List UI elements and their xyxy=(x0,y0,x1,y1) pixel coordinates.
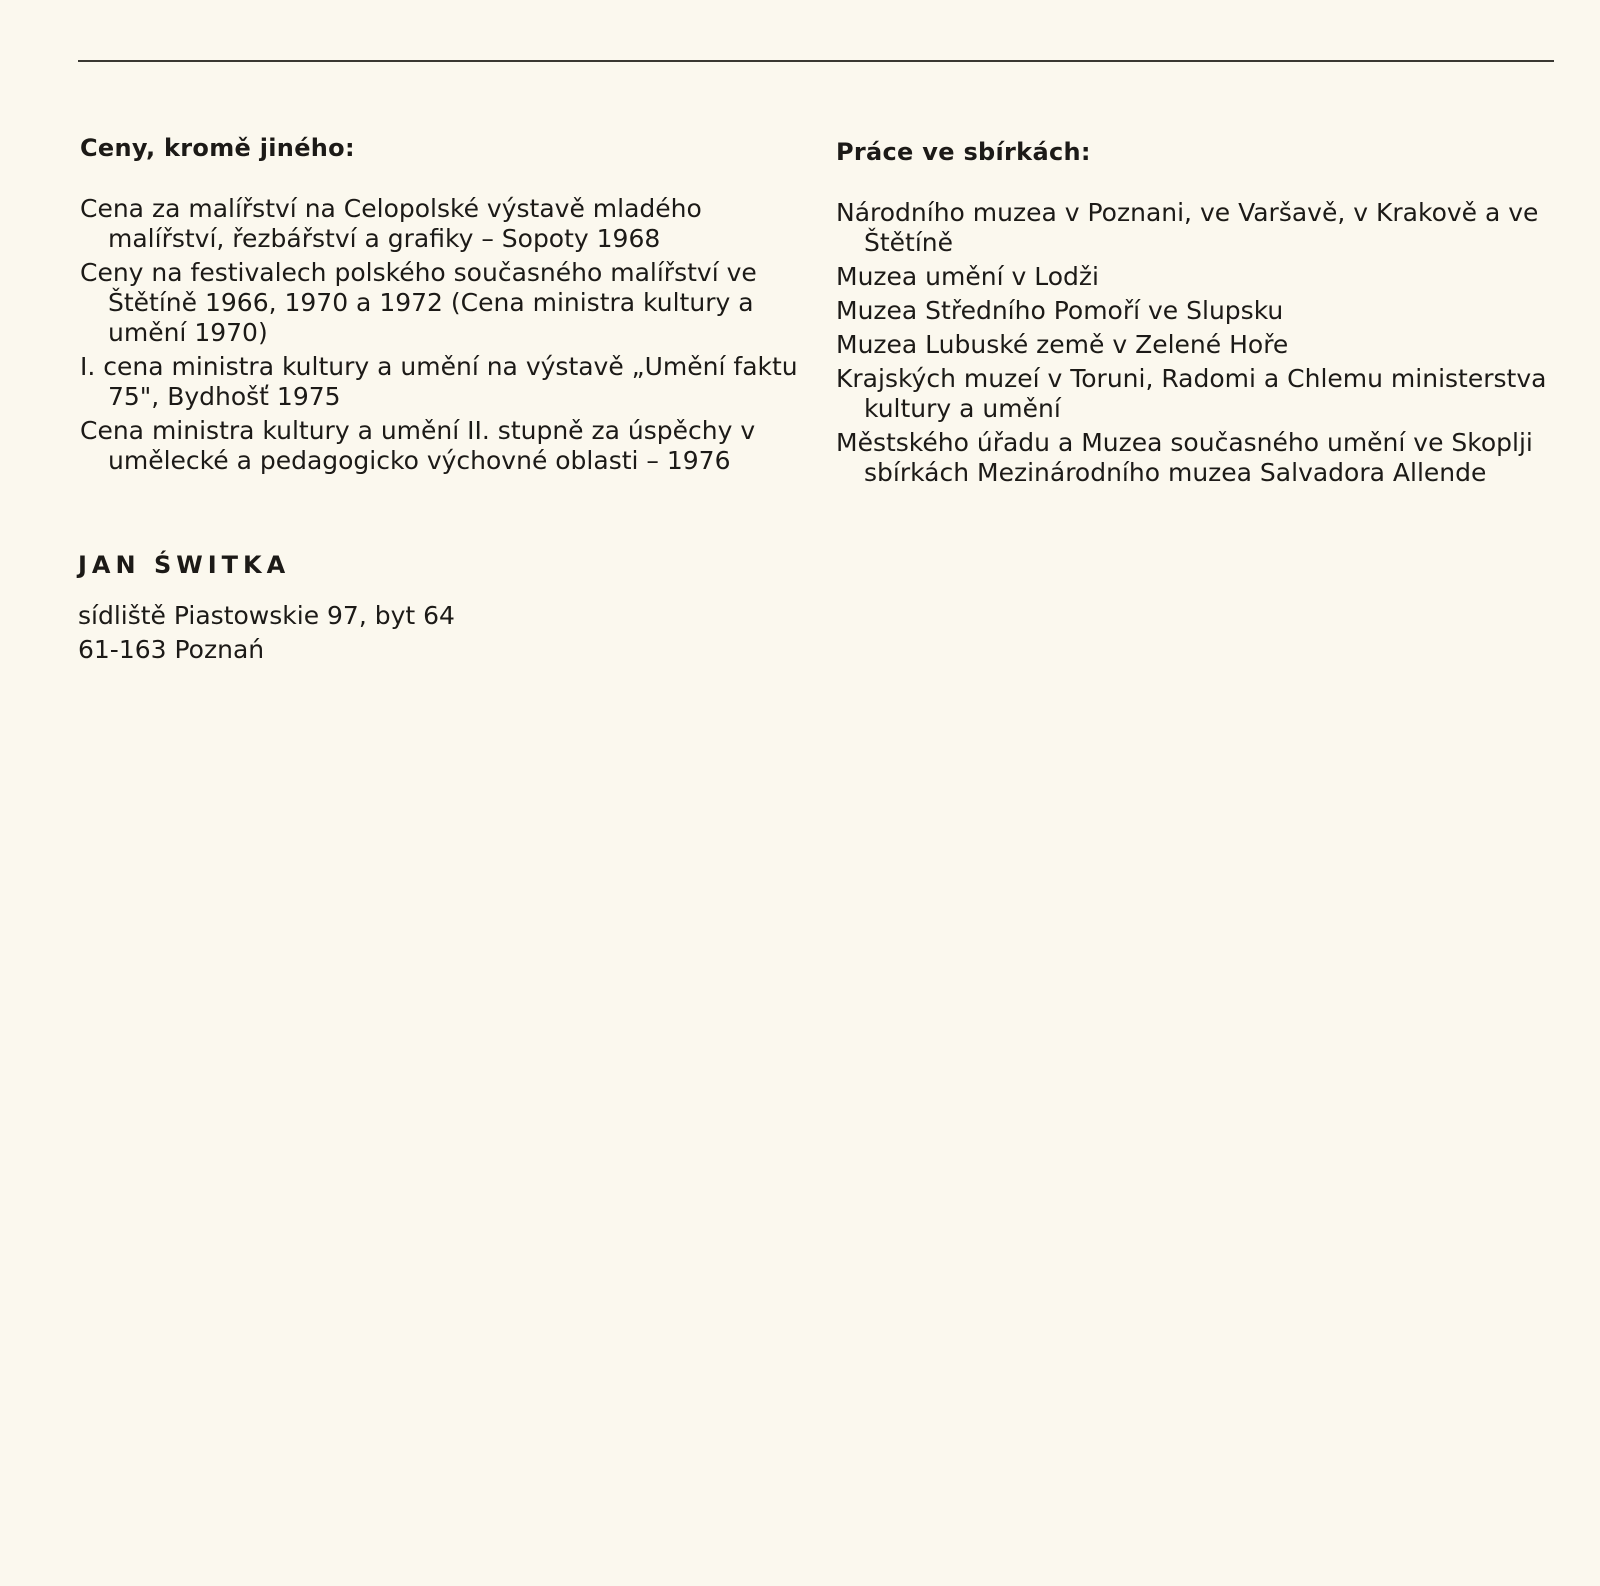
collection-entry: Muzea Středního Pomoří ve Slupsku xyxy=(836,296,1284,325)
awards-section xyxy=(80,134,800,480)
artist-contact xyxy=(78,551,778,667)
award-entry: Cena za malířství na Celopolské výstavě mladého malířství, řezbářství a grafiky – Sopoty 1968 xyxy=(80,194,702,253)
award-entry: I. cena ministra kultury a umění na výstavě „Umění faktu 75", Bydhošť 1975 xyxy=(80,352,798,411)
collection-entry: Krajských muzeí v Toruni, Radomi a Chlemu ministerstva kultury a umění xyxy=(836,364,1547,423)
awards-heading: Ceny, kromě jiného: xyxy=(80,134,355,162)
collection-entry: Muzea umění v Lodži xyxy=(836,262,1099,291)
address-line-1: sídliště Piastowskie 97, byt 64 xyxy=(78,601,455,630)
collections-section xyxy=(836,138,1556,492)
award-entry: Ceny na festivalech polského současného malířství ve Štětíně 1966, 1970 a 1972 (Cena ministra kultury a umění 1970) xyxy=(80,258,757,347)
collection-entry: Národního muzea v Poznani, ve Varšavě, v Krakově a ve Štětíně xyxy=(836,198,1539,257)
awards-list xyxy=(80,194,800,476)
award-entry: Cena ministra kultury a umění II. stupně za úspěchy v umělecké a pedagogicko výchovné oblasti – 1976 xyxy=(80,416,756,475)
address-line-2: 61-163 Poznań xyxy=(78,635,265,664)
artist-name: JAN ŚWITKA xyxy=(78,551,291,579)
collection-entry: Městského úřadu a Muzea současného umění ve Skoplji sbírkách Mezinárodního muzea Salvadora Allende xyxy=(836,428,1533,487)
top-rule-divider xyxy=(78,60,1554,62)
collection-entry: Muzea Lubuské země v Zelené Hoře xyxy=(836,330,1289,359)
collections-list xyxy=(836,198,1556,488)
collections-heading: Práce ve sbírkách: xyxy=(836,138,1091,166)
